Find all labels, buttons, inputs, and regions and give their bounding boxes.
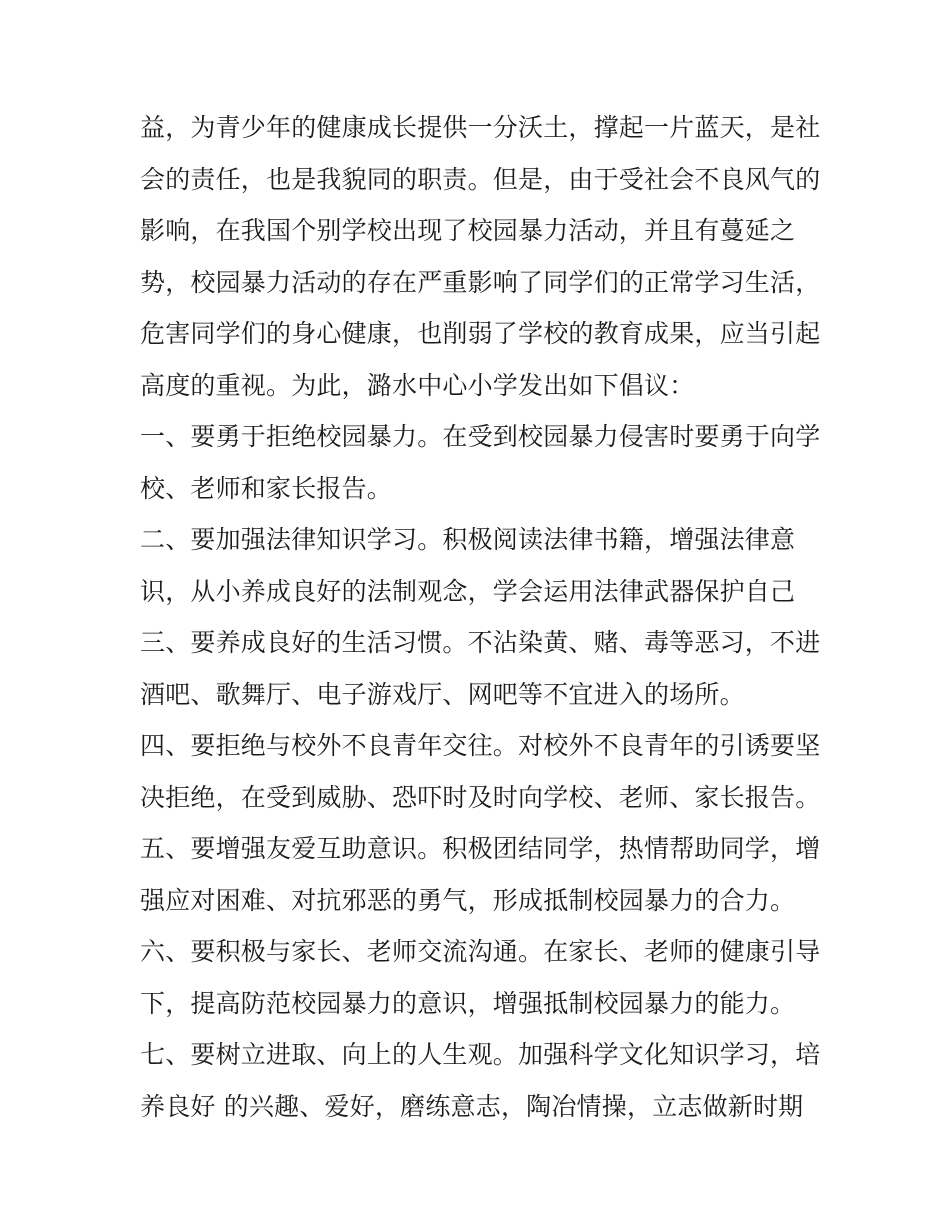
text-line: 六、要积极与家长、老师交流沟通。在家长、老师的健康引导 [140,937,821,966]
text-line: 一、要勇于拒绝校园暴力。在受到校园暴力侵害时要勇于向学 [140,422,821,451]
text-line: 校、老师和家长报告。 [140,473,393,503]
text-line: 五、要增强友爱互助意识。积极团结同学，热情帮助同学，增 [140,834,821,863]
text-line: 益，为青少年的健康成长提供一分沃土，撑起一片蓝天，是社 [140,113,821,142]
text-line: 影响，在我国个别学校出现了校园暴力活动，并且有蔓延之 [140,216,796,245]
body-text [140,102,820,1132]
text-line: 二、要加强法律知识学习。积极阅读法律书籍，增强法律意 [140,525,796,554]
text-line: 强应对困难、对抗邪恶的勇气，形成抵制校园暴力的合力。 [140,885,796,915]
text-line: 决拒绝，在受到威胁、恐吓时及时向学校、老师、家长报告。 [140,782,821,812]
text-line: 三、要养成良好的生活习惯。不沾染黄、赌、毒等恶习，不进 [140,628,821,657]
text-line: 四、要拒绝与校外不良青年交往。对校外不良青年的引诱要坚 [140,731,821,760]
text-line: 养良好 的兴趣、爱好，磨练意志，陶冶情操，立志做新时期 [140,1091,804,1121]
text-line: 高度的重视。为此，潞水中心小学发出如下倡议： [140,370,695,400]
text-line: 七、要树立进取、向上的人生观。加强科学文化知识学习，培 [140,1040,821,1069]
text-line: 会的责任，也是我貌同的职责。但是，由于受社会不良风气的 [140,164,821,194]
text-line: 势，校园暴力活动的存在严重影响了同学们的正常学习生活， [140,267,821,297]
text-line: 酒吧、歌舞厅、电子游戏厅、网吧等不宜进入的场所。 [140,679,745,709]
text-line: 危害同学们的身心健康，也削弱了学校的教育成果，应当引起 [140,319,821,348]
text-line: 下，提高防范校园暴力的意识，增强抵制校园暴力的能力。 [140,988,796,1018]
text-line: 识，从小养成良好的法制观念，学会运用法律武器保护自己 [140,576,796,606]
